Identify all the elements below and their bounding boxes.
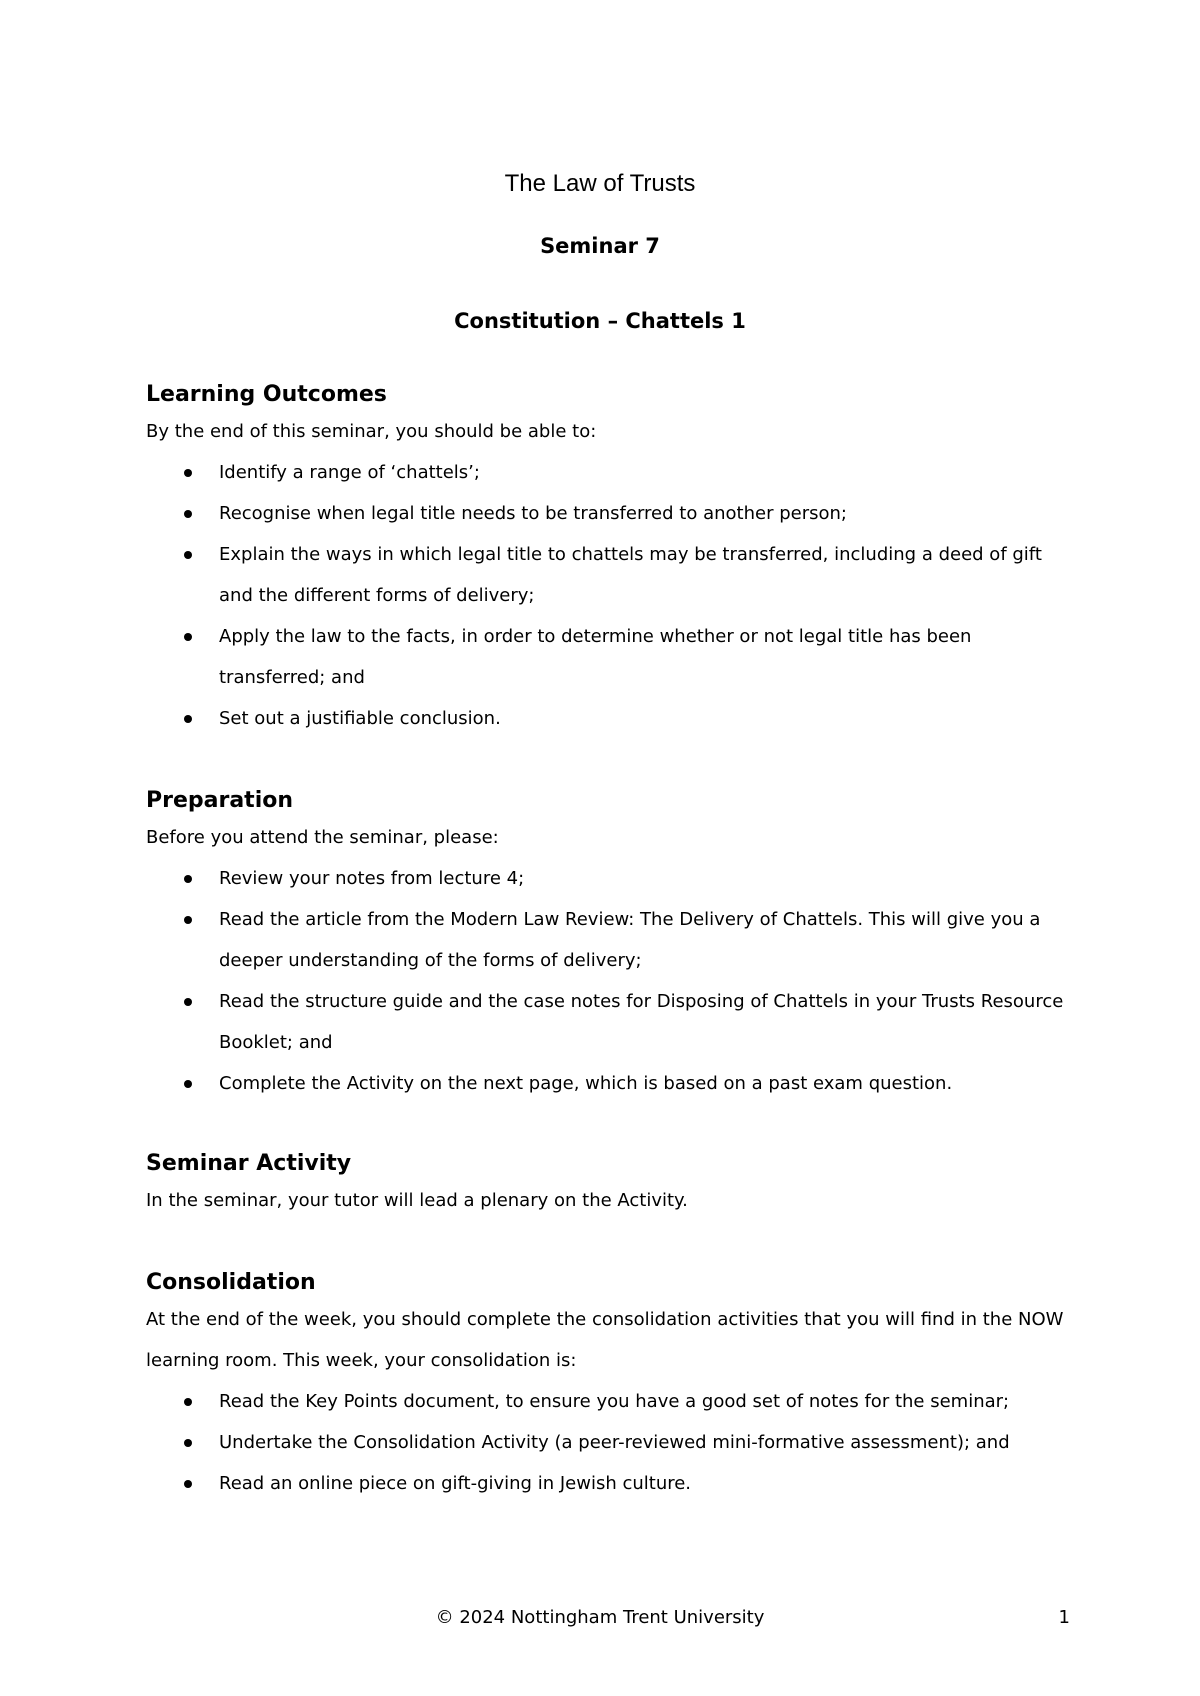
list-item: [146, 1463, 1076, 1504]
seminar-topic: Constitution – Chattels 1: [454, 309, 746, 333]
learning-outcomes-intro: By the end of this seminar, you should be able to:: [146, 421, 597, 442]
list-item: [146, 534, 1076, 616]
list-item: [146, 493, 1076, 534]
consolidation-section: [146, 1267, 1076, 1504]
list-item: [146, 452, 1076, 493]
bullet-icon: [184, 1398, 192, 1406]
list-item-text: Set out a justifiable conclusion.: [219, 708, 501, 729]
bullet-icon: [184, 715, 192, 723]
bullet-icon: [184, 1439, 192, 1447]
consolidation-heading: Consolidation: [146, 1270, 316, 1295]
list-item: [146, 698, 1076, 739]
bullet-icon: [184, 551, 192, 559]
seminar-activity-text: In the seminar, your tutor will lead a plenary on the Activity.: [146, 1190, 688, 1211]
list-item: [146, 1381, 1076, 1422]
seminar-activity-section: [146, 1148, 1076, 1221]
preparation-section: [146, 785, 1076, 1104]
list-item: [146, 858, 1076, 899]
bullet-icon: [184, 916, 192, 924]
document-title: The Law of Trusts: [504, 170, 696, 197]
list-item-text: Read the article from the Modern Law Review: The Delivery of Chattels. This will give you a deeper understanding of the forms of delivery;: [219, 909, 1041, 971]
preparation-list: [146, 858, 1076, 1104]
seminar-number: Seminar 7: [540, 234, 660, 258]
consolidation-list: [146, 1381, 1076, 1504]
list-item-text: Read the Key Points document, to ensure you have a good set of notes for the seminar;: [219, 1391, 1010, 1412]
bullet-icon: [184, 998, 192, 1006]
list-item: [146, 981, 1076, 1063]
list-item-text: Recognise when legal title needs to be transferred to another person;: [219, 503, 847, 524]
footer-copyright: © 2024 Nottingham Trent University: [435, 1607, 765, 1628]
list-item-text: Read the structure guide and the case notes for Disposing of Chattels in your Trusts Resource Booklet; and: [219, 991, 1064, 1053]
bullet-icon: [184, 469, 192, 477]
bullet-icon: [184, 1080, 192, 1088]
list-item: [146, 616, 1076, 698]
list-item-text: Explain the ways in which legal title to chattels may be transferred, including a deed of gift and the different forms of delivery;: [219, 544, 1042, 606]
list-item-text: Identify a range of ‘chattels’;: [219, 462, 480, 483]
consolidation-intro: At the end of the week, you should complete the consolidation activities that you will find in the NOW learning room. This week, your consolidation is:: [146, 1309, 1064, 1371]
preparation-heading: Preparation: [146, 788, 294, 813]
list-item: [146, 1063, 1076, 1104]
learning-outcomes-heading: Learning Outcomes: [146, 382, 387, 407]
list-item-text: Read an online piece on gift-giving in Jewish culture.: [219, 1473, 692, 1494]
bullet-icon: [184, 1480, 192, 1488]
list-item: [146, 1422, 1076, 1463]
list-item: [146, 899, 1076, 981]
list-item-text: Undertake the Consolidation Activity (a peer-reviewed mini-formative assessment); and: [219, 1432, 1010, 1453]
page-number: 1: [1058, 1607, 1070, 1628]
list-item-text: Apply the law to the facts, in order to determine whether or not legal title has been transferred; and: [219, 626, 972, 688]
bullet-icon: [184, 510, 192, 518]
learning-outcomes-list: [146, 452, 1076, 739]
bullet-icon: [184, 875, 192, 883]
learning-outcomes-section: [146, 379, 1076, 739]
seminar-activity-heading: Seminar Activity: [146, 1151, 352, 1176]
preparation-intro: Before you attend the seminar, please:: [146, 827, 499, 848]
bullet-icon: [184, 633, 192, 641]
list-item-text: Review your notes from lecture 4;: [219, 868, 525, 889]
list-item-text: Complete the Activity on the next page, which is based on a past exam question.: [219, 1073, 953, 1094]
